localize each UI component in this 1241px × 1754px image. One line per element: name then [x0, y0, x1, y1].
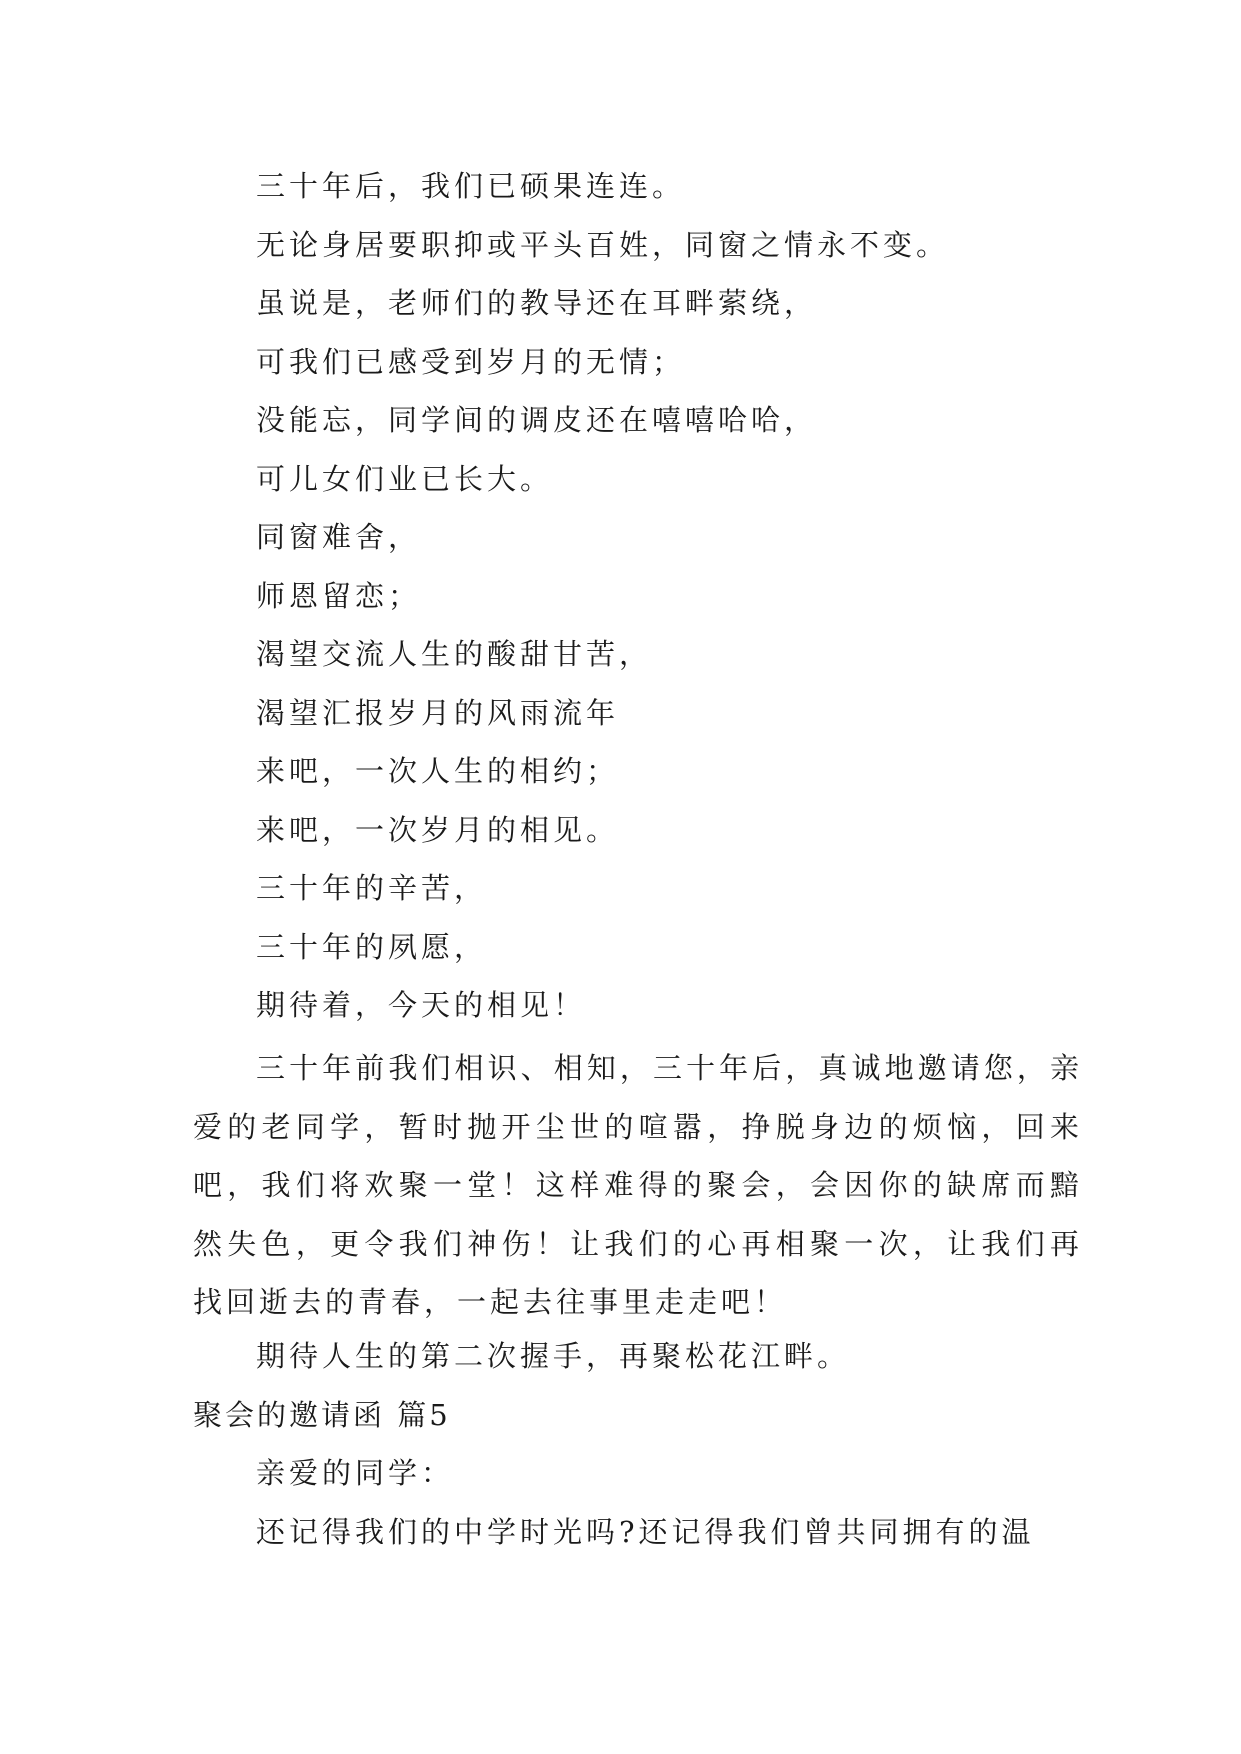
poem-line: 三十年的夙愿， — [256, 930, 488, 964]
poem-line: 渴望汇报岁月的风雨流年 — [256, 696, 620, 730]
poem-line: 可儿女们业已长大。 — [256, 462, 554, 496]
poem-line: 期待着，今天的相见！ — [256, 988, 587, 1022]
closing-line: 期待人生的第二次握手，再聚松花江畔。 — [256, 1339, 851, 1373]
poem-line: 来吧，一次人生的相约； — [256, 754, 620, 788]
poem-line: 同窗难舍， — [256, 520, 422, 554]
poem-line: 三十年后，我们已硕果连连。 — [256, 169, 686, 203]
poem-line: 没能忘，同学间的调皮还在嘻嘻哈哈， — [256, 403, 818, 437]
poem-line: 可我们已感受到岁月的无情； — [256, 345, 686, 379]
salutation: 亲爱的同学： — [256, 1456, 455, 1490]
poem-line: 师恩留恋； — [256, 579, 422, 613]
poem-line: 虽说是，老师们的教导还在耳畔萦绕， — [256, 286, 818, 320]
section-heading: 聚会的邀请函 篇5 — [193, 1398, 451, 1432]
poem-line: 来吧，一次岁月的相见。 — [256, 813, 620, 847]
poem-line: 渴望交流人生的酸甜甘苦， — [256, 637, 653, 671]
poem-line: 三十年的辛苦， — [256, 871, 488, 905]
poem-line: 无论身居要职抑或平头百姓，同窗之情永不变。 — [256, 228, 950, 262]
body-line: 还记得我们的中学时光吗?还记得我们曾共同拥有的温 — [256, 1515, 1035, 1549]
invitation-paragraph: 三十年前我们相识、相知，三十年后，真诚地邀请您，亲爱的老同学，暂时抛开尘世的喧嚣，挣脱身边的烦恼，回来吧，我们将欢聚一堂！这样难得的聚会，会因你的缺席而黯然失色，更令我们神伤！让我们的心再相聚一次，让我们再找回逝去的青春，一起去往事里走走吧！ — [193, 1051, 1083, 1319]
